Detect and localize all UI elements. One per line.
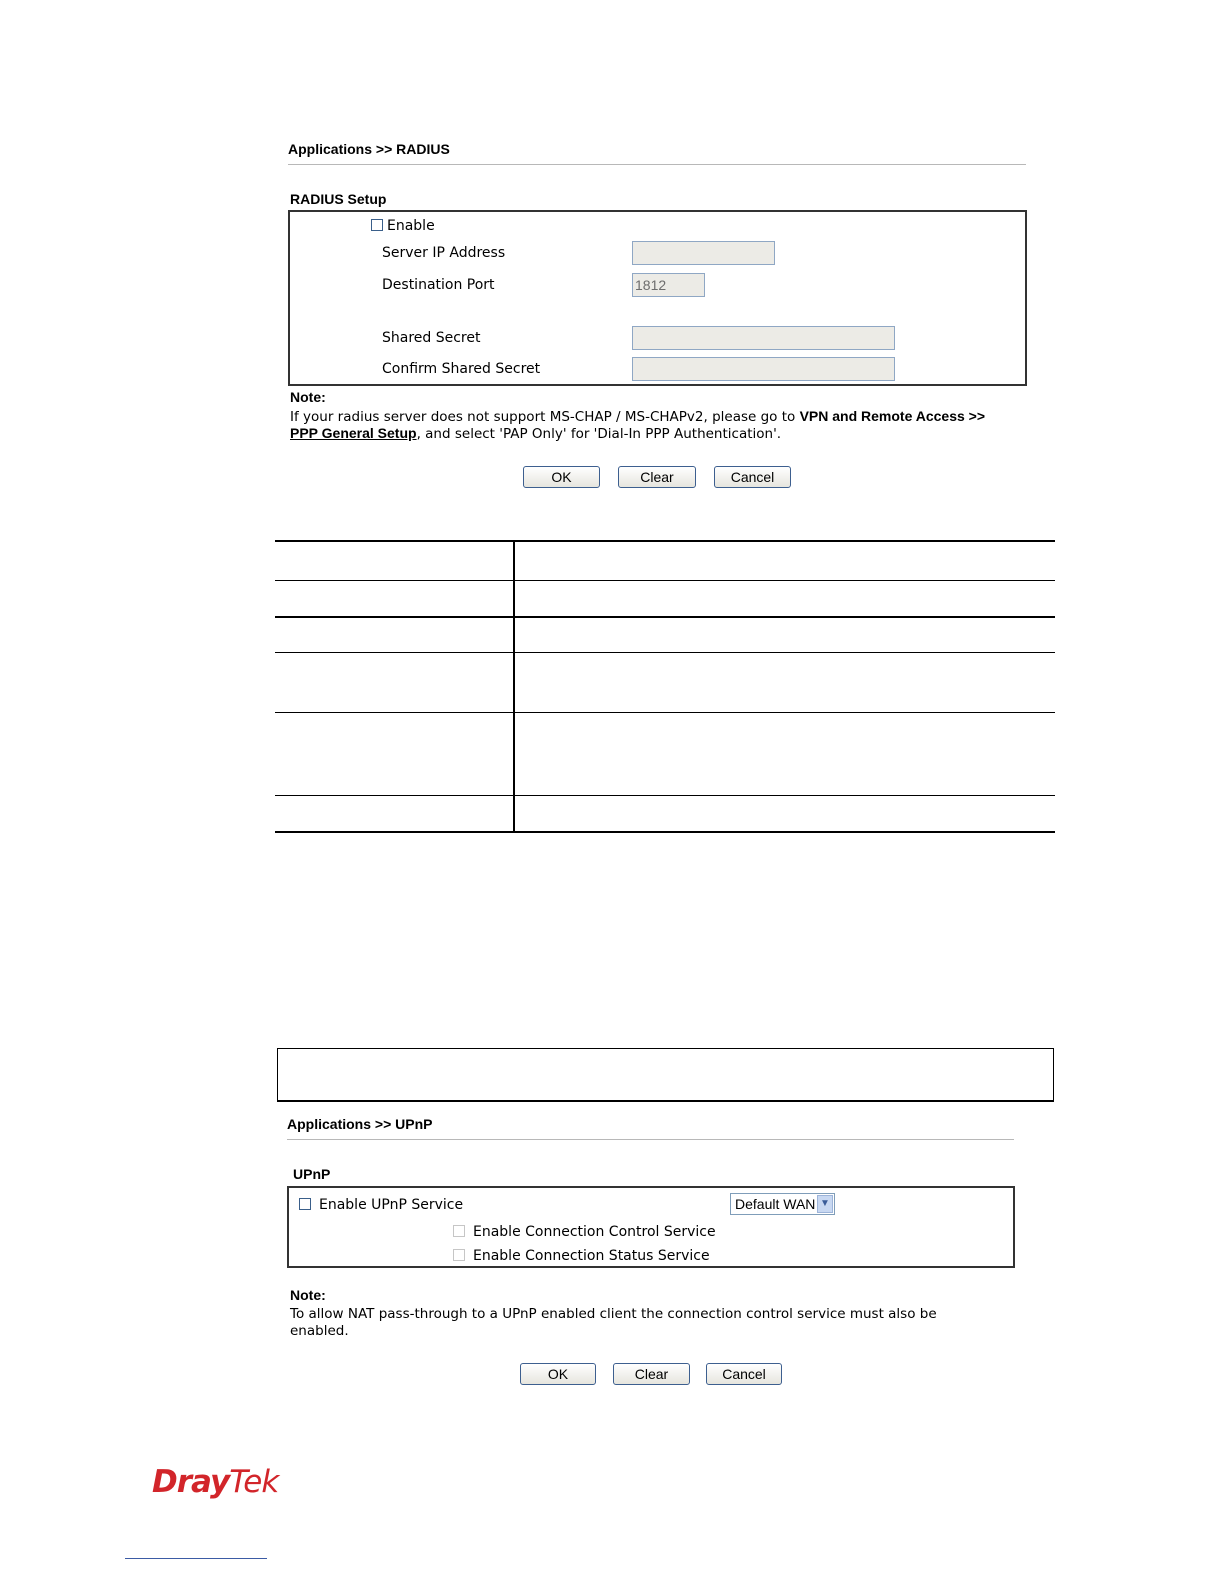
radius-note-line2: PPP General Setup, and select 'PAP Only' for 'Dial-In PPP Authentication'. [290,425,782,442]
shared-secret-input[interactable] [632,326,895,350]
table-row-divider [275,795,1055,796]
upnp-ok-button[interactable]: OK [520,1363,596,1385]
radius-clear-button[interactable]: Clear [618,466,696,488]
upnp-note-line2: enabled. [290,1323,349,1339]
shared-secret-label: Shared Secret [382,330,481,346]
connection-status-checkbox[interactable] [453,1249,465,1261]
destination-port-label: Destination Port [382,277,495,293]
confirm-secret-label: Confirm Shared Secret [382,361,541,377]
wan-select[interactable] [730,1193,835,1215]
radius-enable-label: Enable [387,218,435,234]
connection-control-checkbox[interactable] [453,1225,465,1237]
upnp-enable-checkbox[interactable] [299,1198,311,1210]
radius-setup-box [288,210,1027,386]
table-row-divider [275,580,1055,581]
upnp-note-line1: To allow NAT pass-through to a UPnP enabled client the connection control service must also be [290,1306,937,1322]
upnp-enable-label: Enable UPnP Service [319,1197,464,1213]
ppp-general-setup-link[interactable]: PPP General Setup [290,425,417,441]
table-row-divider [275,616,1055,618]
breadcrumb-divider [287,1139,1014,1140]
radius-note-title: Note: [290,389,326,405]
table-row-divider [275,652,1055,653]
table-row-divider [275,540,1055,542]
table-row-divider [275,712,1055,713]
vpn-remote-access-ref: VPN and Remote Access >> [799,408,986,424]
destination-port-input[interactable]: 1812 [632,273,705,297]
radius-cancel-button[interactable]: Cancel [714,466,791,488]
table-column-divider [513,540,515,833]
radius-note-line1: If your radius server does not support MS-CHAP / MS-CHAPv2, please go to VPN and Remote Access >> [290,408,986,425]
server-ip-input[interactable] [632,241,775,265]
radius-ok-button[interactable]: OK [523,466,600,488]
breadcrumb-divider [288,164,1026,165]
radius-enable-checkbox[interactable] [371,219,383,231]
confirm-secret-input[interactable] [632,357,895,381]
upnp-clear-button[interactable]: Clear [613,1363,690,1385]
connection-control-label: Enable Connection Control Service [473,1224,716,1240]
wan-select-value: Default WAN [735,1196,816,1212]
radius-breadcrumb: Applications >> RADIUS [288,141,450,157]
upnp-section-title: UPnP [293,1166,331,1182]
upnp-cancel-button[interactable]: Cancel [706,1363,782,1385]
draytek-logo: DrayTek [152,1464,279,1500]
upnp-setup-box [287,1186,1015,1268]
table-row-divider [275,831,1055,833]
chevron-down-icon: ▼ [817,1195,833,1213]
upnp-breadcrumb: Applications >> UPnP [287,1116,433,1132]
radius-section-title: RADIUS Setup [290,191,387,207]
server-ip-label: Server IP Address [382,245,506,261]
description-table [275,540,1055,833]
footer-divider [125,1558,267,1559]
connection-status-label: Enable Connection Status Service [473,1248,710,1264]
upnp-note-title: Note: [290,1287,326,1303]
info-box [277,1048,1054,1102]
